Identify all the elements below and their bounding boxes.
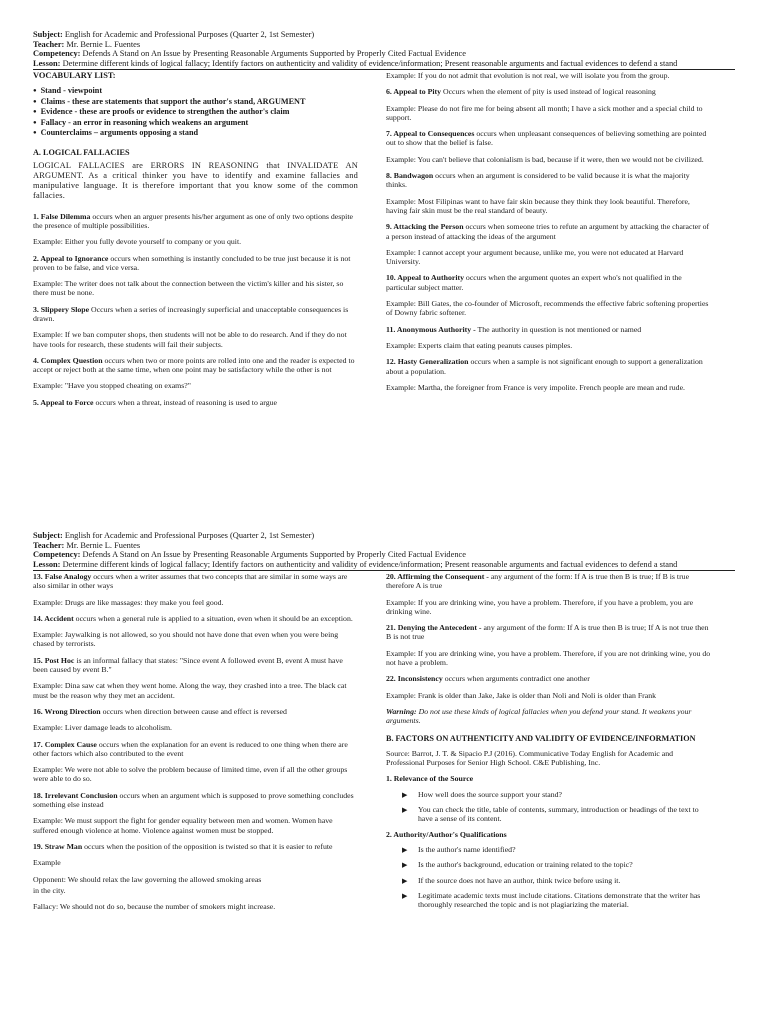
right-column xyxy=(386,71,711,399)
fallacy-definition xyxy=(33,707,358,716)
fallacy-desc: occurs when two or more points are rolled into one and the reader is expected to accept or reject both at the same time, when one point may be satisfactory while the other is not xyxy=(33,355,355,375)
fallacy-example: Example xyxy=(33,858,61,868)
fallacy-example: Example: Most Filipinas want to have fair skin because they think they look beautiful. Therefore, having fair skin must be the real standard of beauty. xyxy=(386,196,690,215)
fallacy-definition xyxy=(386,674,711,683)
fallacy-example: Opponent: We should relax the law governing the allowed smoking areas xyxy=(33,874,262,884)
fallacy-desc: is an informal fallacy that states: "Since event A followed event B, event A must have been caused by event B." xyxy=(33,655,343,675)
fallacy-desc: Occurs when the element of pity is used instead of logical reasoning xyxy=(441,87,656,97)
criterion-list xyxy=(386,845,711,909)
teacher-label: Teacher: xyxy=(33,39,65,49)
fallacy-desc: any argument of the form: If A is true then B is true; If B is true therefore A is true xyxy=(386,572,690,591)
warning-label: Warning: xyxy=(386,706,417,716)
subject-label: Subject: xyxy=(33,531,63,540)
vocab-item: ● Evidence - these are proofs or evidence to strengthen the author's claim xyxy=(33,107,358,117)
competency-value: Defends A Stand on An Issue by Presenting Reasonable Arguments Supported by Properly Cited Factual Evidence xyxy=(82,49,466,59)
fallacy-example: Example: Drugs are like massages: they make you feel good. xyxy=(33,597,224,607)
vocab-title: VOCABULARY LIST: xyxy=(33,71,116,80)
criterion-text: How well does the source support your stand? xyxy=(418,789,562,799)
teacher-value: Mr. Bernie L. Fuentes xyxy=(66,39,141,49)
section-title: B. FACTORS ON AUTHENTICITY AND VALIDITY OF EVIDENCE/INFORMATION xyxy=(386,733,696,743)
fallacy-desc: occurs when direction between cause and effect is reversed xyxy=(100,706,287,716)
warning-note xyxy=(386,707,711,726)
fallacy-definition xyxy=(33,398,358,407)
fallacy-desc: occurs when someone tries to refute an argument by attacking the character of a person instead of attacking the ideas of the argument xyxy=(386,222,710,241)
fallacy-example: Example: The writer does not talk about the connection between the victim's killer and his sister, so there must be none. xyxy=(33,279,344,298)
criterion-text: Is the author's background, education or training related to the topic? xyxy=(418,860,633,870)
criterion-text: Is the author's name identified? xyxy=(418,844,516,854)
criterion-title: 2. Authority/Author's Qualifications xyxy=(386,829,507,839)
left-column xyxy=(33,71,358,414)
handout-page-1 xyxy=(0,0,768,500)
fallacy-term: 16. Wrong Direction xyxy=(33,706,101,716)
lesson-label: Lesson: xyxy=(33,559,61,569)
subject-value: English for Academic and Professional Purposes (Quarter 2, 1st Semester) xyxy=(64,531,315,540)
fallacy-term: 3. Slippery Slope xyxy=(33,304,90,314)
fallacy-definition xyxy=(386,357,711,376)
fallacy-definition xyxy=(386,87,711,96)
competency-value: Defends A Stand on An Issue by Presenting Reasonable Arguments Supported by Properly Cited Factual Evidence xyxy=(82,550,466,560)
teacher-label: Teacher: xyxy=(33,540,65,550)
fallacy-desc: occurs when a general rule is applied to a situation, even when it should be an exception. xyxy=(73,613,353,623)
fallacy-example: in the city. xyxy=(33,885,66,895)
fallacy-example: Example: You can't believe that colonialism is bad, because if it were, then we would not be civilized. xyxy=(386,154,704,164)
criterion-item xyxy=(402,845,711,854)
fallacy-example: Fallacy: We should not do so, because the number of smokers might increase. xyxy=(33,902,276,912)
fallacy-term: 12. Hasty Generalization xyxy=(386,357,469,367)
criterion-item xyxy=(402,876,711,885)
fallacy-definition xyxy=(33,572,358,591)
fallacy-definition xyxy=(33,656,358,675)
fallacy-desc: occurs when a sample is not significant enough to support a generalization about a population. xyxy=(386,357,703,376)
vocab-item: ● Stand - viewpoint xyxy=(33,86,358,96)
fallacy-example: Example: Frank is older than Jake, Jake is older than Noli and Noli is older than Frank xyxy=(386,690,657,700)
header-divider xyxy=(33,69,735,70)
fallacy-term: 10. Appeal to Authority xyxy=(386,273,464,283)
competency-label: Competency: xyxy=(33,550,81,560)
lesson-value: Determine different kinds of logical fallacy; Identify factors on authenticity and validity of evidence/information; Present reasonable arguments and factual evidences to defend a stand xyxy=(62,58,678,68)
criterion-item xyxy=(402,790,711,799)
section-title: A. LOGICAL FALLACIES xyxy=(33,148,130,158)
fallacy-example: Example: Liver damage leads to alcoholism. xyxy=(33,723,173,733)
fallacy-example: Example: Dina saw cat when they went home. Along the way, they crashed into a tree. The black cat must be the reason why they met an accident. xyxy=(33,681,347,700)
criterion-item xyxy=(402,891,711,910)
fallacy-term: 15. Post Hoc xyxy=(33,655,75,665)
fallacy-example: Example: Jaywalking is not allowed, so you should not have done that even when you were being chased by terrorists. xyxy=(33,630,339,649)
right-column xyxy=(386,572,711,915)
teacher-value: Mr. Bernie L. Fuentes xyxy=(66,540,141,550)
vocab-item: ● Fallacy - an error in reasoning which weakens an argument xyxy=(33,118,358,128)
bullet-arrow-icon: ▶ xyxy=(402,861,408,870)
fallacy-example: Example: "Have you stopped cheating on exams?" xyxy=(33,381,191,391)
fallacy-definition xyxy=(386,623,711,642)
bullet-arrow-icon: ▶ xyxy=(402,891,408,900)
subject-label: Subject: xyxy=(33,30,63,39)
fallacy-term: 8. Bandwagon xyxy=(386,171,434,181)
fallacy-term: 22. Inconsistency xyxy=(386,674,443,684)
fallacy-term: 7. Appeal to Consequences xyxy=(386,129,475,139)
fallacy-example: Example: Martha, the foreigner from France is very impolite. French people are mean and rude. xyxy=(386,382,685,392)
vocab-item: ● Claims - these are statements that support the author's stand, ARGUMENT xyxy=(33,97,358,107)
bullet-arrow-icon: ▶ xyxy=(402,790,408,799)
fallacy-term: 11. Anonymous Authority - xyxy=(386,324,476,334)
fallacy-term: 21. Denying the Antecedent - xyxy=(386,623,482,633)
fallacy-desc: occurs when something is instantly concluded to be true just because it is not proven to be false, and vice versa. xyxy=(33,253,351,272)
fallacy-desc: occurs when a writer assumes that two concepts that are similar in some ways are also similar in other ways xyxy=(33,572,348,591)
page-header xyxy=(33,30,735,68)
fallacy-example: Example: If you do not admit that evolution is not real, we will isolate you from the group. xyxy=(386,71,670,80)
page-header xyxy=(33,531,735,569)
fallacy-definition xyxy=(33,740,358,759)
fallacy-definition xyxy=(33,791,358,810)
fallacy-definition xyxy=(33,356,358,375)
fallacy-example: Example: I cannot accept your argument because, unlike me, you were not educated at Harvard University. xyxy=(386,247,684,267)
fallacy-term: 6. Appeal to Pity xyxy=(386,87,442,97)
fallacy-desc: occurs when the argument quotes an expert who's not qualified in the particular subject matter. xyxy=(386,273,682,292)
fallacy-definition xyxy=(33,212,358,231)
fallacy-definition xyxy=(386,273,711,292)
fallacy-term: 9. Attacking the Person xyxy=(386,222,464,232)
fallacy-example: Example: If you are drinking wine, you have a problem. Therefore, if you have a problem, you are drinking wine. xyxy=(386,597,694,616)
fallacy-term: 1. False Dilemma xyxy=(33,211,91,221)
fallacy-desc: occurs when a threat, instead of reasoning is used to argue xyxy=(93,397,277,407)
fallacy-desc: occurs when the position of the opposition is twisted so that it is easier to refute xyxy=(82,841,333,851)
fallacy-desc: occurs when an argument which is supposed to prove something concludes something else instead xyxy=(33,790,354,810)
fallacy-desc: occurs when an argument is considered to be valid because it is what the majority thinks. xyxy=(386,171,690,190)
fallacy-example: Example: Please do not fire me for being absent all month; I have a sick mother and a special child to support. xyxy=(386,103,703,122)
fallacy-definition xyxy=(386,222,711,241)
fallacy-desc: any argument of the form: If A is true then B is true; If A is not true then B is not true xyxy=(386,623,709,642)
fallacy-example: Example: If we ban computer shops, then students will not be able to do research. And if they do not have tools for research, these students will fail their subjects. xyxy=(33,330,347,349)
fallacy-definition xyxy=(386,129,711,148)
fallacy-example: Example: If you are drinking wine, you have a problem. Therefore, if you are not drinking wine, you do not have a problem. xyxy=(386,648,711,668)
fallacy-definition xyxy=(33,842,358,851)
left-column xyxy=(33,572,358,918)
criterion-text: Legitimate academic texts must include citations. Citations demonstrate that the writer has thoroughly researched the topic and is not plagiarizing the material. xyxy=(418,890,701,910)
criterion-list xyxy=(386,790,711,824)
fallacy-definition xyxy=(386,325,711,334)
lesson-label: Lesson: xyxy=(33,58,61,68)
header-divider xyxy=(33,570,735,571)
fallacy-term: 13. False Analogy xyxy=(33,572,92,581)
bullet-arrow-icon: ▶ xyxy=(402,876,408,885)
bullet-arrow-icon: ▶ xyxy=(402,845,408,854)
fallacy-term: 2. Appeal to Ignorance xyxy=(33,253,109,263)
fallacy-definition xyxy=(386,171,711,190)
fallacy-desc: occurs when an arguer presents his/her argument as one of only two options despite the presence of multiple possibilities. xyxy=(33,211,353,230)
criterion-title: 1. Relevance of the Source xyxy=(386,774,474,784)
vocab-list xyxy=(33,86,358,138)
fallacy-term: 19. Straw Man xyxy=(33,841,83,851)
criterion-text: If the source does not have an author, think twice before using it. xyxy=(418,875,621,885)
fallacy-example: Example: We must support the fight for gender equality between men and women. Women have suffered enough violence at home. Violence against women must be stopped. xyxy=(33,816,333,835)
fallacy-term: 18. Irrelevant Conclusion xyxy=(33,790,118,800)
fallacy-term: 5. Appeal to Force xyxy=(33,397,94,407)
fallacy-definition xyxy=(33,254,358,273)
handout-page-2 xyxy=(0,528,768,1024)
warning-text: Do not use these kinds of logical fallacies when you defend your stand. It weakens your arguments. xyxy=(386,706,692,726)
subject-value: English for Academic and Professional Purposes (Quarter 2, 1st Semester) xyxy=(64,30,315,39)
fallacy-example: Example: Bill Gates, the co-founder of Microsoft, recommends the effective fabric softening properties of Downy fabric softener. xyxy=(386,299,709,318)
intro-paragraph: LOGICAL FALLACIES are ERRORS IN REASONING that INVALIDATE AN ARGUMENT. As a critical thinker you have to identify and examine fallacies and manipulative language. It is therefore important that you know some of the common fallacies. xyxy=(33,160,358,200)
fallacy-term: 4. Complex Question xyxy=(33,355,103,365)
fallacy-definition xyxy=(386,572,711,591)
criterion-item xyxy=(402,860,711,869)
fallacy-example: Example: We were not able to solve the problem because of limited time, even if all the other groups were able to do so. xyxy=(33,765,348,784)
competency-label: Competency: xyxy=(33,49,81,59)
fallacy-desc: occurs when unpleasant consequences of believing something are pointed out to show that the belief is false. xyxy=(386,129,707,148)
fallacy-desc: The authority in question is not mentioned or named xyxy=(475,324,642,334)
fallacy-desc: occurs when arguments contradict one another xyxy=(442,674,590,684)
fallacy-desc: Occurs when a series of increasingly superficial and unacceptable consequences is drawn. xyxy=(33,304,349,323)
vocab-item: ● Counterclaims – arguments opposing a stand xyxy=(33,128,358,138)
lesson-value: Determine different kinds of logical fallacy; Identify factors on authenticity and validity of evidence/information; Present reasonable arguments and factual evidences to defend a stand xyxy=(62,559,678,569)
fallacy-example: Example: Experts claim that eating peanuts causes pimples. xyxy=(386,340,573,350)
fallacy-desc: occurs when the explanation for an event is reduced to one thing when there are other factors which also contributed to the event xyxy=(33,739,348,758)
fallacy-term: 20. Affirming the Consequent - xyxy=(386,572,489,581)
fallacy-definition xyxy=(33,614,358,623)
fallacy-definition xyxy=(33,305,358,324)
bullet-arrow-icon: ▶ xyxy=(402,806,408,815)
fallacy-example: Example: Either you fully devote yourself to company or you quit. xyxy=(33,237,242,247)
fallacy-term: 17. Complex Cause xyxy=(33,739,97,749)
source-citation: Source: Barrot, J. T. & Sipacio P.J (2016). Communicative Today English for Academic and Professional Purposes for Senior High School. C&E Publishing, Inc. xyxy=(386,748,674,768)
criterion-text: You can check the title, table of contents, summary, introduction or headings of the text to have a sense of its content. xyxy=(418,805,699,824)
criterion-item xyxy=(402,805,711,824)
fallacy-term: 14. Accident xyxy=(33,613,74,623)
